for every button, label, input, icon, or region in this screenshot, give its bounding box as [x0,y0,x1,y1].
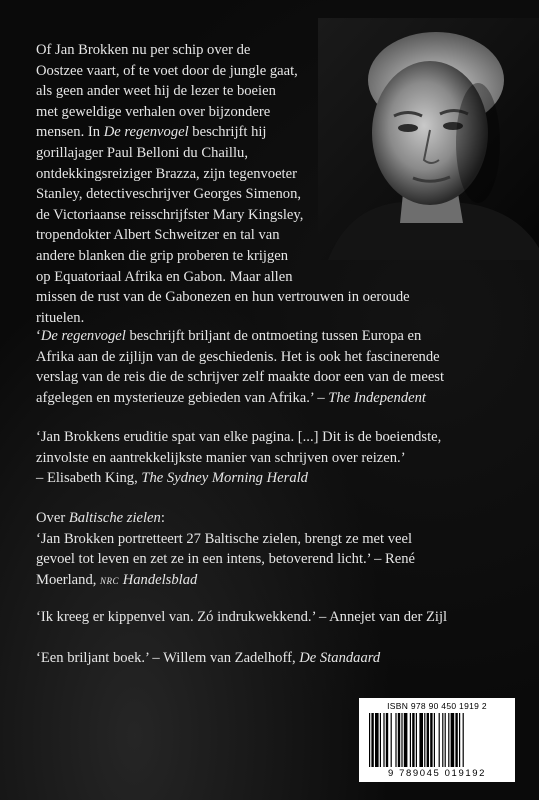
barcode-label [359,698,515,782]
barcode-bar [463,713,464,767]
barcode-bar [419,713,423,767]
intro-text [36,40,506,328]
intro-line: de Victoriaanse reisschrijfster Mary Kingsley, [36,206,304,223]
book-title: De regenvogel [103,124,189,141]
barcode-bar [442,713,443,767]
quote-text: afgelegen en mysterieuze gebieden van Afrika.’ – [36,389,329,406]
review-quote-independent [36,326,514,408]
intro-line: gorillajager Paul Belloni du Chaillu, [36,144,248,161]
intro-line: rituelen. [36,309,85,326]
quote-source: The Sydney Morning Herald [141,470,308,487]
review-quote-nrc [36,508,514,591]
barcode-bar [386,713,388,767]
ean-number: 9 789045 019192 [388,768,486,779]
quote-text: beschrijft briljant de ontmoeting tussen Europa en [125,328,422,344]
quote-line: ‘Jan Brokkens eruditie spat van elke pagina. [...] Dit is de boeiendste, [36,429,442,445]
intro-line: ontdekkingsreiziger Brazza, zijn tegenvoeter [36,165,297,182]
quote-text: : [160,510,165,526]
intro-line: Oostzee vaart, of te voet door de jungle gaat, [36,62,298,79]
quote-line [36,468,514,489]
barcode-bar [427,713,429,767]
intro-text-fragment: beschrijft hij [188,124,267,141]
quote-line: zinvolste en aantrekkelijkste manier van schrijven over reizen.’ [36,449,406,466]
barcode-bar [398,713,400,767]
quote-source: De Standaard [299,650,381,666]
intro-line: op Equatoriaal Afrika en Gabon. Maar allen [36,268,293,285]
barcode-bar [439,713,440,767]
barcode-bar [451,713,455,767]
barcode-bar [448,713,449,767]
quote-source: The Independent [328,389,426,406]
barcode-bar [391,713,392,767]
barcode-bar [404,713,408,767]
quote-line: Afrika aan de zijlijn van de geschiedenis. Het is ook het fascinerende [36,348,440,365]
quote-text: Moerland, [36,571,101,588]
quote-text: – Elisabeth King, [36,470,142,487]
barcode-bar [383,713,384,767]
intro-line: tropendokter Albert Schweitzer en tal van [36,227,280,244]
quote-line: ‘Ik kreeg er kippenvel van. Zó indrukwekkend.’ – Annejet van der Zijl [36,609,448,625]
barcode-bar [401,713,402,767]
intro-line: Stanley, detectiveschrijver Georges Simenon, [36,186,302,203]
quote-source [100,572,197,588]
review-quote-sydney [36,427,514,489]
intro-line: als geen ander weet hij de lezer te boeien [36,83,276,100]
intro-text-fragment: mensen. In [36,124,104,141]
book-title: De regenvogel [40,328,126,344]
quote-line: ‘Jan Brokken portretteert 27 Baltische zielen, brengt ze met veel [36,530,413,547]
barcode-bar [371,713,373,767]
quote-line: verslag van de reis die de schrijver zelf maakte door een van de meest [36,369,445,386]
intro-line [36,122,506,143]
intro-line: met geweldige verhalen over bijzondere [36,103,271,120]
quote-line [36,570,514,592]
barcode-bar [380,713,381,767]
barcode-bar [395,713,396,767]
isbn-text: ISBN 978 90 450 1919 2 [387,701,487,711]
quote-line [36,648,514,669]
barcode-bar [369,713,370,767]
quote-source-name: Handelsblad [119,571,198,588]
book-title: Baltische zielen [68,510,161,526]
barcode-bar [412,713,414,767]
barcode-bar [459,713,460,767]
barcode-bar [455,713,457,767]
quote-source-abbrev: NRC [100,575,120,586]
quote-line: ‘De regenvogel beschrijft briljant de ontmoeting tussen Europa en [36,328,422,344]
barcode-bars [367,713,507,769]
barcode-bar [445,713,446,767]
barcode-bar [410,713,411,767]
barcode-bar [434,713,435,767]
quote-text: ‘Een briljant boek.’ – Willem van Zadelhoff, [36,650,300,666]
review-quote-standaard [36,648,514,669]
intro-line: andere blanken die grip proberen te krijgen [36,247,289,264]
barcode-bar [430,713,432,767]
quote-text: Over [36,510,69,526]
quote-line: gevoel tot leven en zet ze in een intens, betoverend licht.’ – René [36,551,416,568]
quote-line [36,388,514,409]
intro-line: missen de rust van de Gabonezen en hun vertrouwen in oeroude [36,289,410,306]
quote-heading [36,508,514,529]
barcode-bar [375,713,379,767]
barcode-bar [424,713,425,767]
intro-line: Of Jan Brokken nu per schip over de [36,42,251,58]
barcode-bar [416,713,417,767]
review-quote-zijl [36,607,514,628]
